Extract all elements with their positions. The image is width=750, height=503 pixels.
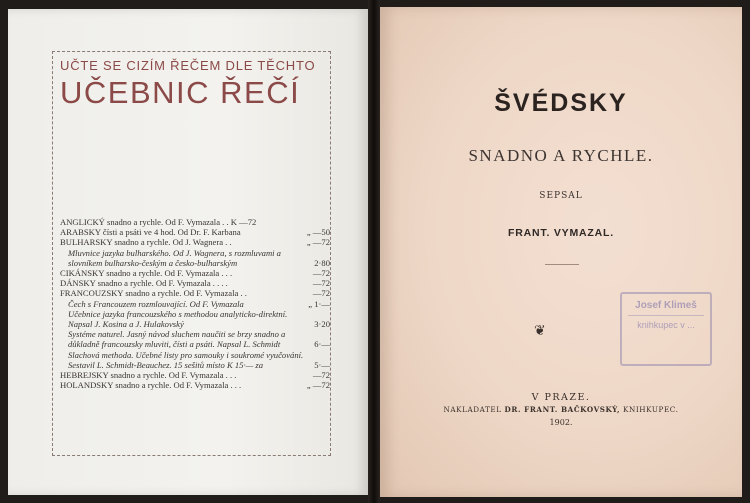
entry-description: Čech s Francouzem rozmlouvající. Od F. Vymazala xyxy=(68,298,244,309)
list-item xyxy=(60,248,330,268)
by-label: SEPSAL xyxy=(539,191,583,201)
list-item xyxy=(60,268,330,278)
book-subtitle: SNADNO A RYCHLE. xyxy=(468,146,654,165)
list-item xyxy=(60,380,330,390)
ownership-stamp xyxy=(620,292,712,366)
list-item xyxy=(60,288,330,298)
stamp-line: knihkupec v ... xyxy=(637,320,695,330)
book-list xyxy=(60,217,330,390)
entry-title: CIKÁNSKY snadno a rychle. Od F. Vymazala . . . xyxy=(60,268,233,279)
entry-price: 6·— xyxy=(314,339,330,350)
entry-price: —72 xyxy=(312,278,330,289)
list-item xyxy=(60,227,330,237)
list-item xyxy=(60,217,330,227)
list-item xyxy=(60,309,330,329)
heading-big: UČEBNIC ŘEČÍ xyxy=(60,75,301,110)
entry-title: DÁNSKY snadno a rychle. Od F. Vymazala . . . . xyxy=(60,278,228,289)
entry-price: 5·— xyxy=(314,359,330,370)
divider-rule xyxy=(545,264,579,265)
publisher-prefix: NAKLADATEL xyxy=(443,405,502,414)
publication-place: V PRAZE. xyxy=(531,392,591,403)
book-title: ŠVÉDSKY xyxy=(494,89,628,117)
entry-price: „ 1·— xyxy=(308,298,330,309)
list-item xyxy=(60,278,330,288)
heading-small: UČTE SE CIZÍM ŘEČEM DLE TĚCHTO xyxy=(60,58,316,73)
entry-price: —72 xyxy=(312,268,330,279)
list-item xyxy=(60,350,330,370)
entry-description: Systéme naturel. Jasný návod sluchem naučiti se brzy snadno a důkladně francouzsky mluviti, čísti a psáti. Napsal L. Schmidt xyxy=(68,329,286,350)
stamp-name: Josef Klimeš xyxy=(635,300,697,311)
entry-price: —72 xyxy=(312,288,330,299)
entry-price: 2·80 xyxy=(314,257,330,268)
entry-description: Slachová methoda. Učebné listy pro samouky i soukromé vyučování. Sestavil L. Schmidt-Beauchez. 15 sešitů místo K 15·— za xyxy=(68,349,304,370)
publisher-suffix: KNIHKUPEC. xyxy=(622,405,679,414)
publication-year: 1902. xyxy=(549,418,573,427)
publisher-name: DR. FRANT. BAČKOVSKÝ, xyxy=(504,405,621,414)
author-name: FRANT. VYMAZAL. xyxy=(508,227,614,239)
entry-title: HOLANDSKY snadno a rychle. Od F. Vymazala . . . xyxy=(60,380,242,391)
entry-title: HEBREJSKY snadno a rychle. Od F. Vymazala . . . xyxy=(60,370,237,381)
entry-price: „ —72 xyxy=(306,380,330,391)
publisher-line xyxy=(380,405,742,414)
stamp-divider xyxy=(628,315,704,316)
list-item xyxy=(60,237,330,247)
entry-price: „ —50 xyxy=(306,227,330,238)
entry-title: ARABSKY čísti a psáti ve 4 hod. Od Dr. F. Karbana xyxy=(60,227,241,238)
list-item xyxy=(60,299,330,309)
entry-price: 3·20 xyxy=(314,319,330,330)
advert-heading xyxy=(60,58,330,111)
left-page xyxy=(8,9,368,495)
entry-title: ANGLICKÝ snadno a rychle. Od F. Vymazala . . K —72 xyxy=(60,217,257,227)
leaf-ornament-icon: ❦ xyxy=(534,323,546,339)
entry-price: „ —72 xyxy=(306,237,330,248)
entry-description: Mluvnice jazyka bulharského. Od J. Wagnera, s rozmluvami a slovníkem bulharsko-českým a česko-bulharským xyxy=(68,247,281,268)
list-item xyxy=(60,329,330,349)
entry-description: Učebnice jazyka francouzského s methodou analyticko-direktní. Napsal J. Kosina a J. Hulakovský xyxy=(68,308,288,330)
entry-title: BULHARSKY snadno a rychle. Od J. Wagnera . . xyxy=(60,237,232,248)
right-page xyxy=(380,7,742,497)
list-item xyxy=(60,370,330,380)
entry-title: FRANCOUZSKY snadno a rychle. Od F. Vymazala . . xyxy=(60,288,247,299)
book-spine xyxy=(368,0,380,503)
entry-price: —72 xyxy=(312,370,330,381)
